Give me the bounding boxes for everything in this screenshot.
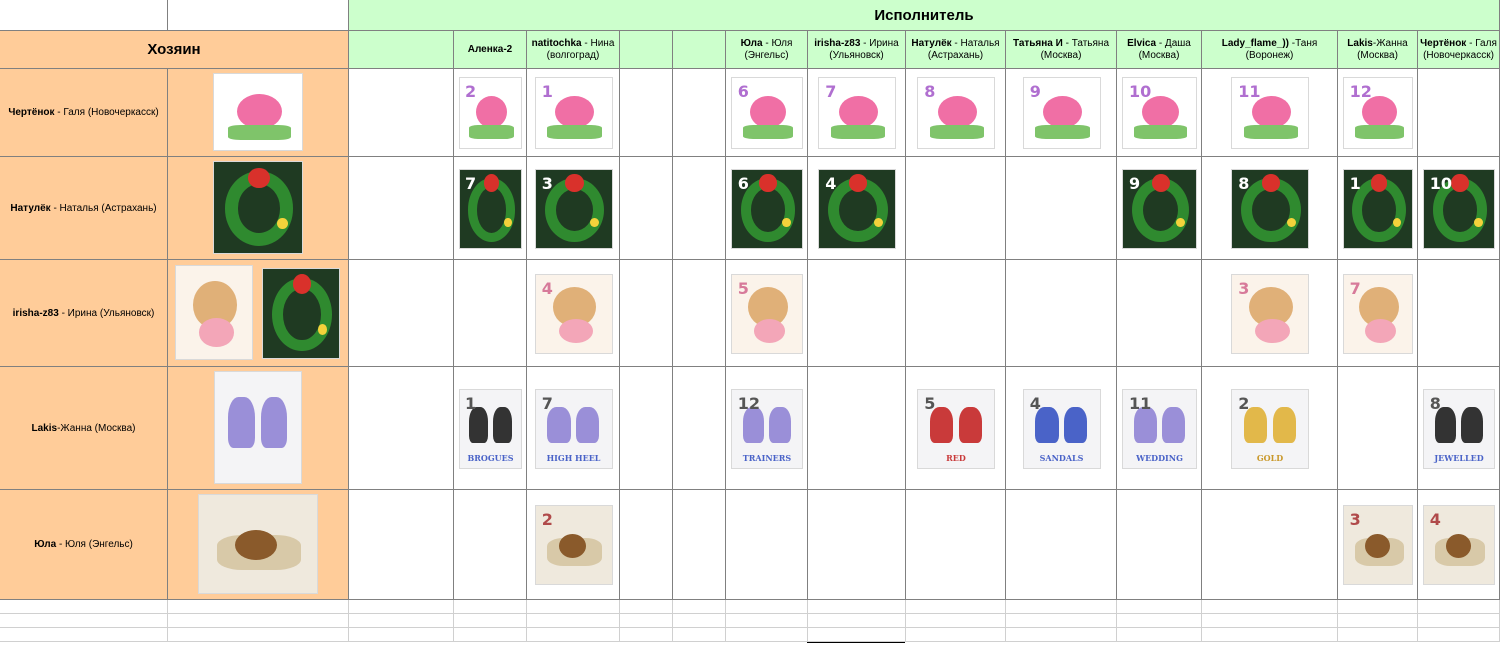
empty-row-cell[interactable] (454, 628, 527, 642)
pattern-number: 7 (825, 81, 837, 101)
owner-name: - Галя (Новочеркасск) (54, 107, 159, 118)
column-header-label (1007, 38, 1115, 62)
cross-stitch-thumbnail[interactable] (1423, 169, 1495, 249)
cross-stitch-thumbnail[interactable] (535, 274, 613, 354)
grid-cell[interactable] (1117, 260, 1202, 367)
owner-label (34, 539, 133, 550)
grid-cell[interactable] (906, 490, 1006, 600)
column-header-label (1203, 38, 1336, 62)
column-header-label (455, 44, 525, 56)
animal-shape (1252, 96, 1291, 128)
cross-stitch-thumbnail[interactable] (917, 77, 995, 149)
pattern-number: 2 (1238, 393, 1250, 413)
shoe-right (1273, 407, 1296, 443)
column-name: -Жанна (Москва) (1357, 37, 1408, 61)
cross-stitch-thumbnail[interactable] (1343, 505, 1413, 585)
empty-row-cell[interactable] (673, 600, 726, 614)
owner-label (13, 308, 155, 319)
blank-cell[interactable] (0, 0, 168, 31)
column-header-label (727, 38, 806, 62)
column-nick: Аленка-2 (467, 43, 513, 55)
shoe-right (959, 407, 982, 443)
empty-row-cell[interactable] (168, 628, 349, 642)
ornament-shape (1474, 218, 1483, 228)
cross-stitch-thumbnail[interactable] (1231, 77, 1309, 149)
empty-row-cell[interactable] (1338, 614, 1418, 628)
column-name: - Наталья (Астрахань) (927, 37, 1000, 61)
ornament-shape (504, 218, 512, 228)
owner-nick: irisha-z83 (12, 307, 59, 319)
owner-cell[interactable] (0, 367, 168, 490)
column-header[interactable] (1202, 31, 1338, 69)
grid-cell[interactable] (1202, 490, 1338, 600)
empty-row-cell[interactable] (0, 614, 168, 628)
column-header[interactable] (808, 31, 906, 69)
cross-stitch-thumbnail[interactable] (731, 77, 803, 149)
cross-stitch-thumbnail[interactable] (459, 77, 522, 149)
grid-cell[interactable] (808, 367, 906, 490)
animal-shape (476, 96, 508, 128)
grid-cell[interactable] (1418, 69, 1500, 157)
empty-row-cell[interactable] (168, 614, 349, 628)
owner-label (8, 107, 158, 118)
pattern-number: 4 (825, 173, 837, 193)
bow-shape (1451, 174, 1468, 192)
animal-shape (1362, 96, 1397, 128)
base-shape (469, 125, 513, 139)
empty-row-cell[interactable] (726, 600, 808, 614)
cross-stitch-thumbnail[interactable] (262, 268, 340, 359)
owner-name: -Жанна (Москва) (57, 422, 136, 434)
grid-cell[interactable] (726, 490, 808, 600)
cross-stitch-thumbnail[interactable] (731, 169, 803, 249)
base-shape (1355, 125, 1404, 139)
bear-body (1365, 319, 1396, 343)
empty-row-cell[interactable] (1006, 628, 1117, 642)
pattern-number: 11 (1129, 393, 1152, 413)
pattern-number: 2 (541, 510, 553, 529)
empty-row-cell[interactable] (349, 628, 454, 642)
grid-cell[interactable] (1006, 157, 1117, 260)
grid-cell[interactable] (808, 490, 906, 600)
empty-row-cell[interactable] (726, 628, 808, 642)
cross-stitch-thumbnail[interactable] (1343, 77, 1413, 149)
grid-cell[interactable] (454, 260, 527, 367)
empty-row-cell[interactable] (1006, 600, 1117, 614)
animal-shape (1043, 96, 1082, 128)
pattern-number: 4 (1429, 510, 1441, 529)
cookie-shape (1365, 534, 1390, 558)
cookie-shape (559, 534, 586, 558)
pattern-number: 12 (1349, 81, 1372, 101)
column-header[interactable] (1117, 31, 1202, 69)
owner-title: Хозяин (147, 41, 201, 58)
pattern-number: 8 (1429, 393, 1441, 413)
base-shape (1035, 125, 1090, 139)
empty-row-cell[interactable] (527, 628, 620, 642)
base-shape (1134, 125, 1187, 139)
empty-cell[interactable] (349, 69, 454, 157)
shoe-right (261, 397, 287, 448)
bow-shape (1262, 174, 1281, 192)
grid-cell[interactable] (620, 367, 673, 490)
column-header[interactable] (906, 31, 1006, 69)
empty-row-cell[interactable] (454, 614, 527, 628)
empty-row-cell[interactable] (349, 600, 454, 614)
bow-shape (849, 174, 868, 192)
empty-row-cell[interactable] (906, 628, 1006, 642)
column-header-label (809, 38, 904, 62)
shoe-right (1461, 407, 1483, 443)
shoe-label: GOLD (1256, 452, 1284, 463)
base-shape (1244, 125, 1299, 139)
cross-stitch-thumbnail[interactable] (1423, 505, 1495, 585)
column-nick: Юла (740, 37, 763, 49)
blank-cell[interactable] (168, 0, 349, 31)
owner-cell[interactable] (0, 260, 168, 367)
cross-stitch-thumbnail[interactable] (731, 389, 803, 469)
column-nick: Натулёк (911, 37, 952, 49)
column-name: - Нина (волгоград) (546, 37, 615, 61)
cross-stitch-thumbnail[interactable] (1343, 274, 1413, 354)
shoe-label: SANDALS (1039, 452, 1084, 463)
empty-cell[interactable] (349, 157, 454, 260)
owner-name: - Наталья (Астрахань) (50, 202, 157, 214)
grid-cell[interactable] (620, 490, 673, 600)
cross-stitch-thumbnail[interactable] (213, 161, 303, 254)
ornament-shape (874, 218, 883, 228)
column-nick: Lakis (1347, 37, 1373, 49)
cross-stitch-thumbnail[interactable] (1231, 389, 1309, 469)
shoe-label: HIGH HEEL (546, 452, 601, 463)
cross-stitch-thumbnail[interactable] (535, 169, 613, 249)
empty-row-cell[interactable] (1006, 614, 1117, 628)
cross-stitch-thumbnail[interactable] (535, 505, 613, 585)
empty-row-cell[interactable] (906, 600, 1006, 614)
column-header-label (907, 38, 1004, 62)
column-header[interactable] (726, 31, 808, 69)
empty-row-cell[interactable] (349, 614, 454, 628)
column-header[interactable] (620, 31, 673, 69)
cross-stitch-thumbnail[interactable] (213, 73, 303, 151)
shoe-label: JEWELLED (1434, 452, 1484, 463)
shoe-right (1162, 407, 1185, 443)
shoe-right (1064, 407, 1087, 443)
pattern-number: 3 (1238, 278, 1250, 298)
pattern-number: 3 (541, 173, 553, 193)
shoe-label: WEDDING (1136, 452, 1183, 463)
grid-cell[interactable] (673, 367, 726, 490)
animal-shape (237, 94, 282, 129)
ornament-shape (277, 218, 288, 229)
grid-cell[interactable] (620, 69, 673, 157)
grid-cell[interactable] (1006, 490, 1117, 600)
bow-shape (1371, 174, 1388, 192)
pattern-number: 5 (737, 278, 749, 298)
cross-stitch-thumbnail[interactable] (818, 77, 896, 149)
empty-row-cell[interactable] (808, 600, 906, 614)
empty-row-cell[interactable] (808, 614, 906, 628)
cookie-shape (235, 530, 277, 560)
grid-cell[interactable] (673, 260, 726, 367)
column-header-label (1118, 38, 1200, 62)
cross-stitch-thumbnail[interactable] (1023, 77, 1101, 149)
bear-body (199, 318, 233, 347)
animal-shape (750, 96, 786, 128)
pattern-number: 1 (465, 393, 477, 413)
empty-row-cell[interactable] (527, 600, 620, 614)
column-name: -Таня (Воронеж) (1245, 37, 1318, 61)
cookie-shape (1446, 534, 1471, 558)
animal-shape (1142, 96, 1180, 128)
pattern-number: 6 (737, 173, 749, 193)
cross-stitch-thumbnail[interactable] (1023, 389, 1101, 469)
column-header-label (1339, 38, 1416, 62)
owner-cell[interactable] (0, 490, 168, 600)
column-nick: irisha-z83 (814, 37, 861, 49)
shoe-right (493, 407, 512, 443)
empty-row-cell[interactable] (620, 614, 673, 628)
owner-cell[interactable] (0, 69, 168, 157)
pattern-number: 10 (1429, 173, 1453, 193)
empty-row-cell[interactable] (1418, 628, 1500, 642)
empty-row-cell[interactable] (808, 628, 906, 642)
column-header-label (1419, 38, 1498, 62)
empty-row-cell[interactable] (906, 614, 1006, 628)
pattern-number: 4 (1029, 393, 1041, 413)
ornament-shape (1176, 218, 1185, 228)
owner-label (31, 423, 135, 434)
pattern-number: 8 (1238, 173, 1250, 193)
pattern-number: 2 (465, 81, 477, 101)
shoe-label: TRAINERS (742, 452, 792, 463)
pattern-number: 7 (541, 393, 553, 413)
cross-stitch-thumbnail[interactable] (1231, 169, 1309, 249)
grid-cell[interactable] (620, 260, 673, 367)
empty-row-cell[interactable] (726, 614, 808, 628)
grid-cell[interactable] (673, 157, 726, 260)
owner-name: - Ирина (Ульяновск) (58, 307, 155, 319)
shoe-right (576, 407, 599, 443)
empty-cell[interactable] (349, 367, 454, 490)
pattern-number: 6 (737, 81, 749, 101)
pattern-number: 10 (1129, 81, 1152, 101)
shoe-left (228, 397, 254, 448)
owner-label (10, 203, 156, 214)
bow-shape (484, 174, 499, 192)
bow-shape (1152, 174, 1170, 192)
column-header[interactable] (1006, 31, 1117, 69)
owner-nick: Lakis (31, 422, 58, 434)
grid-cell[interactable] (673, 69, 726, 157)
pattern-number: 3 (1349, 510, 1361, 529)
grid-cell[interactable] (1006, 260, 1117, 367)
column-header[interactable] (527, 31, 620, 69)
empty-row-cell[interactable] (1202, 614, 1338, 628)
empty-row-cell[interactable] (620, 628, 673, 642)
cross-stitch-thumbnail[interactable] (175, 265, 253, 360)
column-name: - Юля (Энгельс) (744, 37, 793, 61)
cross-stitch-thumbnail[interactable] (535, 77, 613, 149)
cross-stitch-thumbnail[interactable] (198, 494, 318, 594)
cross-stitch-thumbnail[interactable] (731, 274, 803, 354)
bow-shape (759, 174, 776, 192)
pattern-number: 9 (1129, 173, 1141, 193)
empty-row-cell[interactable] (1418, 614, 1500, 628)
column-header[interactable] (1338, 31, 1418, 69)
empty-cell[interactable] (349, 260, 454, 367)
column-header[interactable] (673, 31, 726, 69)
bow-shape (565, 174, 584, 192)
pattern-number: 7 (1349, 278, 1361, 298)
column-header[interactable] (454, 31, 527, 69)
pattern-number: 7 (465, 173, 477, 193)
pattern-number: 1 (541, 81, 553, 101)
column-header-label (528, 38, 618, 62)
empty-row-cell[interactable] (1117, 600, 1202, 614)
empty-row-cell[interactable] (1338, 600, 1418, 614)
column-nick: natitochka (531, 37, 582, 49)
animal-shape (555, 96, 594, 128)
column-nick: Elvica (1127, 37, 1157, 49)
pattern-number: 11 (1238, 81, 1261, 101)
pattern-number: 5 (924, 393, 936, 413)
cross-stitch-thumbnail[interactable] (1122, 169, 1197, 249)
empty-row-cell[interactable] (1202, 600, 1338, 614)
empty-row-cell[interactable] (454, 600, 527, 614)
pattern-number: 8 (924, 81, 936, 101)
shoe-right (769, 407, 791, 443)
owner-nick: Натулёк (10, 202, 51, 214)
pattern-number: 12 (737, 393, 761, 413)
grid-cell[interactable] (1418, 260, 1500, 367)
grid-cell[interactable] (673, 490, 726, 600)
empty-row-cell[interactable] (1117, 628, 1202, 642)
empty-row-cell[interactable] (620, 600, 673, 614)
owner-nick: Чертёнок (8, 107, 55, 118)
cross-stitch-thumbnail[interactable] (1343, 169, 1413, 249)
column-name: - Ирина (Ульяновск) (829, 37, 899, 61)
grid-cell[interactable] (906, 260, 1006, 367)
empty-row-cell[interactable] (527, 614, 620, 628)
column-nick: Lady_flame_)) (1221, 37, 1289, 49)
shoe-label: BROGUES (467, 452, 514, 463)
grid-cell[interactable] (620, 157, 673, 260)
column-nick: Татьяна И (1012, 37, 1063, 49)
ornament-shape (782, 218, 791, 228)
cross-stitch-thumbnail[interactable] (1423, 389, 1495, 469)
cross-stitch-thumbnail[interactable] (1122, 389, 1197, 469)
cross-stitch-thumbnail[interactable] (535, 389, 613, 469)
owner-nick: Юла (34, 539, 57, 550)
owner-name: - Юля (Энгельс) (56, 539, 133, 550)
empty-row-cell[interactable] (1202, 628, 1338, 642)
base-shape (743, 125, 793, 139)
empty-row-cell[interactable] (0, 600, 168, 614)
ornament-shape (318, 324, 327, 335)
grid-cell[interactable] (454, 490, 527, 600)
base-shape (228, 125, 291, 141)
cross-stitch-thumbnail[interactable] (1122, 77, 1197, 149)
pattern-number: 9 (1029, 81, 1041, 101)
column-name: - Даша (Москва) (1138, 37, 1191, 61)
grid-cell[interactable] (1117, 490, 1202, 600)
performer-title: Исполнитель (874, 6, 974, 24)
cross-stitch-thumbnail[interactable] (818, 169, 896, 249)
animal-shape (839, 96, 878, 128)
cross-stitch-thumbnail[interactable] (1231, 274, 1309, 354)
empty-row-cell[interactable] (1418, 600, 1500, 614)
empty-row-cell[interactable] (1117, 614, 1202, 628)
bow-shape (248, 168, 270, 188)
cross-stitch-thumbnail[interactable] (459, 169, 522, 249)
empty-row-cell[interactable] (673, 614, 726, 628)
base-shape (831, 125, 886, 139)
shoe-label: RED (946, 452, 966, 463)
bear-body (754, 319, 786, 343)
column-header[interactable] (1418, 31, 1500, 69)
empty-cell[interactable] (349, 490, 454, 600)
empty-row-cell[interactable] (0, 628, 168, 642)
ornament-shape (1287, 218, 1296, 228)
performer-header[interactable] (349, 0, 1500, 31)
owner-cell[interactable] (0, 157, 168, 260)
empty-row-cell[interactable] (673, 628, 726, 642)
grid-cell[interactable] (906, 157, 1006, 260)
cross-stitch-thumbnail[interactable] (214, 371, 302, 484)
column-name: - Галя (Новочеркасск) (1423, 37, 1497, 61)
grid-cell[interactable] (1338, 367, 1418, 490)
animal-shape (938, 96, 977, 128)
column-nick: Чертёнок (1420, 37, 1467, 49)
column-name: - Татьяна (Москва) (1040, 37, 1110, 61)
base-shape (547, 125, 602, 139)
grid-cell[interactable] (808, 260, 906, 367)
empty-row-cell[interactable] (1338, 628, 1418, 642)
cross-stitch-thumbnail[interactable] (459, 389, 522, 469)
blank-header-cell[interactable] (349, 31, 454, 69)
pattern-number: 1 (1349, 173, 1361, 193)
bear-body (559, 319, 593, 343)
owner-header[interactable] (0, 31, 349, 69)
pattern-number: 4 (541, 278, 553, 298)
empty-row-cell[interactable] (168, 600, 349, 614)
base-shape (930, 125, 985, 139)
cross-stitch-thumbnail[interactable] (917, 389, 995, 469)
bear-body (1255, 319, 1289, 343)
